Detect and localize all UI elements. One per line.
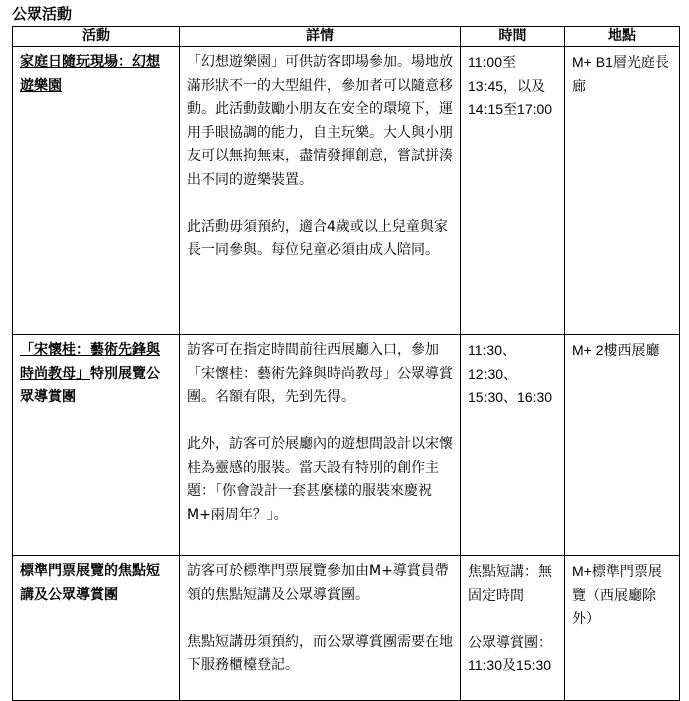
section-title: 公眾活動 (12, 5, 73, 23)
details-paragraph: 訪客可在指定時間前往西展廳入口，參加「宋懷桂：藝術先鋒與時尚教母」公眾導賞團。名額有限，先到先得。 (187, 342, 453, 405)
time-cell (461, 556, 565, 701)
place-cell: M+ B1層光庭長廊 (565, 47, 680, 335)
activity-link[interactable]: 家庭日隨玩現場：幻想遊樂園 (20, 54, 160, 94)
header-time: 時間 (461, 27, 565, 47)
time-text: 焦點短講：無固定時間 (468, 563, 552, 603)
time-text: 11:00至13:45，以及14:15至17:00 (468, 54, 553, 117)
table-header-row (13, 27, 680, 47)
table-row (13, 335, 680, 556)
details-cell (180, 556, 461, 701)
time-text: 公眾導賞團：11:30及15:30 (468, 633, 552, 673)
events-table (12, 26, 680, 701)
activity-title: 標準門票展覽的焦點短講及公眾導賞團 (20, 563, 160, 603)
place-cell: M+ 2樓西展廳 (565, 335, 680, 556)
time-text: 11:30、12:30、15:30、16:30 (468, 342, 553, 405)
activity-suffix: 特別展覽公眾導賞團 (20, 365, 160, 405)
activity-link[interactable]: 「宋懷桂：藝術先鋒與時尚教母」 (20, 342, 160, 382)
details-cell (180, 335, 461, 556)
table-row (13, 47, 680, 335)
details-paragraph: 此活動毋須預約，適合4歲或以上兒童與家長一同參與。每位兒童必須由成人陪同。 (187, 218, 448, 258)
header-details: 詳情 (180, 27, 461, 47)
table-row (13, 556, 680, 701)
details-paragraph: 「幻想遊樂園」可供訪客即場參加。場地放滿形狀不一的大型組件，參加者可以隨意移動。此活動鼓勵小朋友在安全的環境下，運用手眼協調的能力，自主玩樂。大人與小朋友可以無拘無束，盡情發揮創意，嘗試拼湊出不同的遊樂裝置。 (187, 54, 453, 188)
place-cell: M+標準門票展覽（西展廳除外） (565, 556, 680, 701)
details-paragraph: 焦點短講毋須預約，而公眾導賞團需要在地下服務櫃檯登記。 (187, 633, 453, 673)
details-cell (180, 47, 461, 335)
time-cell (461, 47, 565, 335)
time-cell (461, 335, 565, 556)
header-activity: 活動 (13, 27, 180, 47)
activity-cell (13, 556, 180, 701)
details-paragraph: 此外，訪客可於展廳內的遊想間設計以宋懷桂為靈感的服裝。當天設有特別的創作主題：「你會設計一套甚麼樣的服裝來慶祝M+兩周年？」。 (187, 436, 453, 523)
activity-cell (13, 47, 180, 335)
header-place: 地點 (565, 27, 680, 47)
activity-cell (13, 335, 180, 556)
details-paragraph: 訪客可於標準門票展覽參加由M+導賞員帶領的焦點短講及公眾導賞團。 (187, 563, 449, 603)
